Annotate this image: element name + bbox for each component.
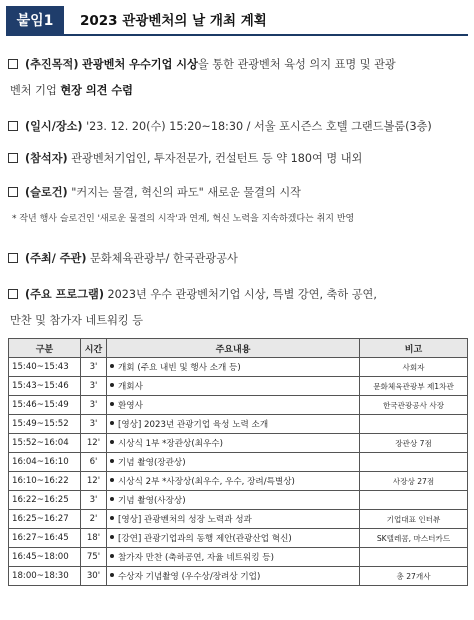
purpose-highlight-2: 현장 의견 수렴 (60, 84, 133, 97)
row-note: 기업대표 인터뷰 (360, 510, 468, 529)
row-note (360, 453, 468, 472)
host-text: 문화체육관광부/ 한국관광공사 (90, 252, 238, 265)
bullet-dot-icon (110, 573, 114, 577)
row-duration: 18' (81, 529, 107, 548)
attendees-text: 관광벤처기업인, 투자전문가, 컨설턴트 등 약 180여 명 내외 (71, 152, 363, 165)
square-bullet-icon (8, 289, 18, 299)
row-time: 15:49~15:52 (9, 415, 81, 434)
bullet-dot-icon (110, 364, 114, 368)
row-time: 15:43~15:46 (9, 377, 81, 396)
header-note: 비고 (360, 339, 468, 358)
document-title: 2023 관광벤처의 날 개최 계획 (80, 13, 267, 29)
table-row (9, 567, 468, 586)
purpose-section (8, 52, 468, 104)
row-content-text: [강연] 관광기업과의 동행 제안(관광산업 혁신) (118, 534, 292, 544)
document-header (6, 6, 468, 36)
row-content (107, 529, 360, 548)
bullet-dot-icon (110, 497, 114, 501)
row-time: 15:40~15:43 (9, 358, 81, 377)
row-content (107, 396, 360, 415)
table-row (9, 548, 468, 567)
row-content-text: 개회사 (118, 382, 143, 392)
row-duration: 12' (81, 472, 107, 491)
row-duration: 3' (81, 415, 107, 434)
header-content: 주요내용 (107, 339, 360, 358)
row-time: 16:04~16:10 (9, 453, 81, 472)
program-section (8, 282, 468, 334)
header-category: 구분 (9, 339, 81, 358)
attendees-label: (참석자) (25, 152, 68, 165)
row-content (107, 434, 360, 453)
bullet-dot-icon (110, 535, 114, 539)
slogan-label: (슬로건) (25, 186, 68, 199)
row-time: 18:00~18:30 (9, 567, 81, 586)
attendees-section (8, 146, 468, 172)
row-content (107, 377, 360, 396)
program-label: (주요 프로그램) (25, 288, 104, 301)
row-time: 16:22~16:25 (9, 491, 81, 510)
row-content-text: [영상] 관광벤처의 성장 노력과 성과 (118, 515, 252, 525)
table-row (9, 358, 468, 377)
table-row (9, 396, 468, 415)
square-bullet-icon (8, 153, 18, 163)
bullet-dot-icon (110, 383, 114, 387)
row-content (107, 453, 360, 472)
header-duration: 시간 (81, 339, 107, 358)
row-time: 16:25~16:27 (9, 510, 81, 529)
row-duration: 3' (81, 491, 107, 510)
row-note (360, 415, 468, 434)
row-duration: 3' (81, 377, 107, 396)
row-content-text: 참가자 만찬 (축하공연, 자율 네트워킹 등) (118, 553, 274, 563)
table-row (9, 377, 468, 396)
row-content (107, 567, 360, 586)
row-duration: 3' (81, 358, 107, 377)
datetime-section (8, 114, 468, 140)
row-duration: 75' (81, 548, 107, 567)
row-note: 장관상 7점 (360, 434, 468, 453)
row-time: 15:52~16:04 (9, 434, 81, 453)
bullet-dot-icon (110, 554, 114, 558)
purpose-text-1: 을 통한 관광벤처 육성 의지 표명 및 관광 (197, 58, 396, 71)
row-note: 한국관광공사 사장 (360, 396, 468, 415)
square-bullet-icon (8, 121, 18, 131)
row-note (360, 548, 468, 567)
table-row (9, 472, 468, 491)
row-content-text: 개회 (주요 내빈 및 행사 소개 등) (118, 363, 241, 373)
row-content (107, 472, 360, 491)
row-content (107, 548, 360, 567)
purpose-label: (추진목적) (25, 58, 79, 71)
attachment-badge: 붙임1 (6, 6, 64, 36)
bullet-dot-icon (110, 440, 114, 444)
row-time: 16:27~16:45 (9, 529, 81, 548)
host-section (8, 246, 468, 272)
row-content (107, 358, 360, 377)
row-note: 총 27개사 (360, 567, 468, 586)
row-time: 16:10~16:22 (9, 472, 81, 491)
table-row (9, 491, 468, 510)
slogan-note: * 작년 행사 슬로건인 '새로운 물결의 시작'과 연계, 혁신 노력을 지속하겠다는 취지 반영 (12, 214, 355, 224)
row-content-text: 환영사 (118, 401, 143, 411)
row-content (107, 510, 360, 529)
row-duration: 30' (81, 567, 107, 586)
row-time: 15:46~15:49 (9, 396, 81, 415)
row-content-text: 기념 촬영(장관상) (118, 458, 186, 468)
bullet-dot-icon (110, 516, 114, 520)
datetime-label: (일시/장소) (25, 120, 83, 133)
program-text-2: 만찬 및 참가자 네트워킹 등 (10, 314, 144, 327)
row-time: 16:45~18:00 (9, 548, 81, 567)
row-note: 사회자 (360, 358, 468, 377)
table-header-row (9, 339, 468, 358)
bullet-dot-icon (110, 459, 114, 463)
row-content-text: 기념 촬영(사장상) (118, 496, 186, 506)
purpose-text-2: 벤처 기업 (10, 84, 61, 97)
row-note (360, 491, 468, 510)
row-content-text: 시상식 1부 *장관상(최우수) (118, 439, 223, 449)
table-row (9, 453, 468, 472)
datetime-text: '23. 12. 20(수) 15:20~18:30 / 서울 포시즌스 호텔 그랜드볼룸(3층) (86, 120, 432, 133)
square-bullet-icon (8, 59, 18, 69)
square-bullet-icon (8, 187, 18, 197)
table-row (9, 415, 468, 434)
bullet-dot-icon (110, 478, 114, 482)
row-duration: 2' (81, 510, 107, 529)
program-table-body (9, 358, 468, 586)
table-row (9, 510, 468, 529)
row-note: SK텔레콤, 마스터카드 (360, 529, 468, 548)
row-note: 사장상 27점 (360, 472, 468, 491)
row-content-text: 수상자 기념촬영 (우수상/장려상 기업) (118, 572, 261, 582)
program-table (8, 338, 468, 586)
row-content-text: [영상] 2023년 관광기업 육성 노력 소개 (118, 420, 269, 430)
host-label: (주최/ 주관) (25, 252, 87, 265)
purpose-highlight-1: 관광벤처 우수기업 시상 (82, 58, 198, 71)
slogan-section (8, 180, 468, 206)
table-row (9, 529, 468, 548)
slogan-text: "커지는 물결, 혁신의 파도" 새로운 물결의 시작 (71, 186, 301, 199)
row-duration: 12' (81, 434, 107, 453)
row-content-text: 시상식 2부 *사장상(최우수, 우수, 장려/특별상) (118, 477, 295, 487)
table-row (9, 434, 468, 453)
bullet-dot-icon (110, 402, 114, 406)
row-note: 문화체육관광부 제1차관 (360, 377, 468, 396)
bullet-dot-icon (110, 421, 114, 425)
program-text-1: 2023년 우수 관광벤처기업 시상, 특별 강연, 축하 공연, (107, 288, 377, 301)
square-bullet-icon (8, 253, 18, 263)
row-duration: 6' (81, 453, 107, 472)
row-content (107, 491, 360, 510)
row-content (107, 415, 360, 434)
row-duration: 3' (81, 396, 107, 415)
